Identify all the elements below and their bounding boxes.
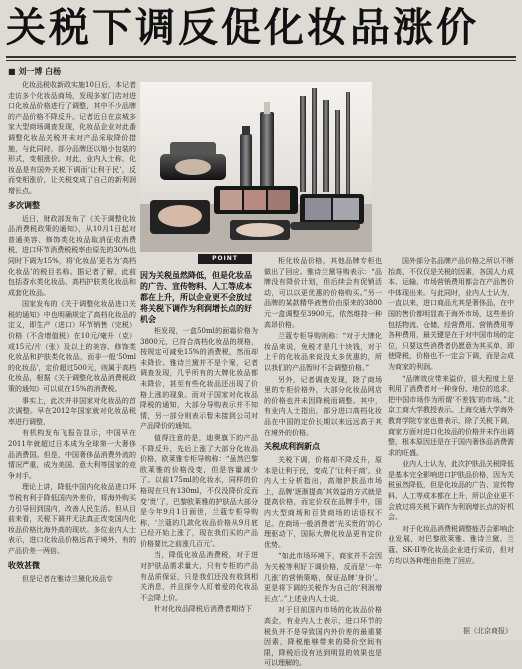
intro-paragraph: 化妆品税收新政实施10日后，本记者走访多个化妆品商场，发现多家门店对进口化妆品价格进行了调整，其中不少品牌的产品价格不降反升。记者近日在京城多家大型商场调查发现，化妆品企业对此番调整化妆品关税并未对产品采取降价措施，与此同时，部分品牌还以缩小包装的形式，变相涨价。对此，业内人士称，化妆品是有国外关税下调而‘让利于民’，反而变相涨价，让关税变成了自己的新利润增长点。	[8, 81, 136, 195]
paragraph: 事实上，此次并非国家对化妆品的首次调整。早在2012年国家就对化妆品税率进行调整，	[8, 396, 136, 426]
paragraph: 国外部分名品牌产品价格之所以不断抬高，不仅仅是关税的因素，各国人力成本、运输、市场营销费用都会在产品售价中体现出来。与此同时，业内人士认为，一直以来，进口商品尤其是奢侈品，在中国的售价都明显高于海外市场，这些差价包括物流、仓储、经营费用、营销费用等各种费用，最关键是在于对中国市场的定位，只要这些消费者仍愿意为其买单，即使降税，价格也不一定会下调，而是会成为商家的利润。	[388, 257, 514, 371]
paragraph: 理论上讲，降低中国内化妆品进口环节税有利于降低国内外差价，将海外购买力引导回到国内，改善人民生活。但从目前来看，关税下调并无法真正改变国内化妆品价格比海外高的现状。多位业内人士表示，进口化妆品价格远高于境外，有的产品价差一两倍。	[8, 483, 136, 555]
paragraph: 关税下调，价格却不降反升，原本是让利于民，变成了‘让利于商’。业内人士分析指出，高端护肤品市场上，品牌‘逐渐提高’其效益的方式就是提高价格，而定价权在品牌手中，国内大型商场和百货商场的话语权不足。在商场一般消费者‘光买贵的’的心理驱动下，国际大牌化妆品更有定价优势。	[264, 456, 382, 549]
paragraph: 但是记者在雅诗兰黛化妆品专	[22, 574, 113, 583]
headline: 关税下调反促化妆品涨价	[6, 5, 479, 51]
paragraph: 当，降低化妆品消费税，对于进对护肤品需求量大，只有专柜的产品有品质保证，只是我们还没有收到相关消息，并且探令人盯着爱的化妆品不会降上价。	[140, 551, 258, 602]
paragraph: 柜化妆品价格，其他品牌专柜也做出了回应。雅诗兰黛导购表示：“品牌没有降价计划，但后续会有促销活动，可以以更优惠的价格购买。”另一品牌的某款精华液售价由原来的3800元一盒调整至3900元，依然维持一种高昂价格。	[264, 257, 382, 329]
paragraph: 柜发现，一盒50ml的面霜价格为3800元，已符合高档化妆品的规格，按规定可减免15%的消费税，然而却未降价。雅诗兰黛并不是个案，记者调查发现，几乎所有的大牌化妆品都未降价，甚至有些化妆品还出现了价格上涨的现象。而对于国家对化妆品降税的通知，大部分导购表示并不知情，另一部分则表示暂未接到公司对产品降价的通知。	[140, 327, 258, 431]
cosmetics-photo	[140, 82, 372, 252]
paragraph: 对于化妆品消费税调整能否会影响企业发展，对巴黎欧莱雅、雅诗兰黛、兰蔻、SK-II等化妆品企业进行采访，但对方均以各种理由拒绝了回应。	[388, 524, 514, 565]
headline-rule-thin	[6, 60, 516, 61]
paragraph: 国家发布的《关于调整化妆品进口关税的通知》中也明确规定了高档化妆品的定义，即生产（进口）环节销售（完税）价格（不含增值税）在10元/毫升（克）或15元/片（张）及以上的美容、修饰类化妆品和护肤类化妆品，而非一般‘50ml的化妆品’，定价超过500元，则属于高档化妆品，根据《关于调整化妆品消费税政策的通知》可以说在15%的消费税。	[8, 300, 136, 394]
paragraph: 针对化妆品降税后消费者期待下	[154, 605, 252, 614]
paragraph: 值得注意的是，迪奥旗下的产品不降反升，先后上涨了大部分化妆品价格，欧莱雅专柜导购称：“虽然巴黎欧莱雅的价格没变，但是容量减少了。以前175ml的化妆水，同样的价格现在只有130ml，不仅没降价反而变‘贵’了，巴黎欧莱雅的护肤品大部分是今年9月1日面世，兰蔻专柜导购称，‘兰蔻的几款化妆品价格从9月底已经开始上涨了，现在我们买的产品价格要比之前涨几百元’。	[140, 433, 258, 548]
point-label: POINT	[198, 254, 252, 264]
pull-quote: 因为关税虽然降低，但是化妆品的广告、宣传物料、人工等成本都在上升，所以企业更不会放过将关税下调作为利润增长点的好机会	[140, 271, 252, 324]
column-1	[8, 80, 136, 635]
column-4	[388, 256, 514, 624]
section-heading-1: 多次调整	[8, 200, 40, 210]
cosmetics-illustration	[140, 82, 372, 252]
byline	[8, 66, 61, 77]
source-credit: 据《北京商报》	[463, 627, 512, 635]
paragraph: “品牌效应带来溢价，很大程度上是利用了消费者对一种身份、地位的追求，把中国市场作为所谓‘不差钱’的市场。”北京工商大学教授表示。上海交通大学海外教育学院专家也曾表示，除了关税下调，商家方面对进口化妆品的价格并未作出调整，根本原因还是在于国内奢侈品消费需求的旺盛。	[388, 374, 514, 457]
paragraph: 业内人士认为，此次护肤品关税降低是基本完全影响进口护肤品价格，因为关税虽然降低，但是化妆品的广告、宣传物料、人工等成本都在上升，所以企业更不会放过将关税下调作为利润增长点的好机会。	[388, 460, 514, 522]
column-2	[140, 326, 258, 636]
section-heading-3: 关税成利润新点	[264, 442, 320, 452]
paragraph: 另外，记者调查发现，除了商场里的专柜价格外，大部分化妆品网店的价格也并未因降税而调整。其中，有业内人士指出，部分进口高档化妆品在中国的定价长期以来远远高于其在境外的价格。	[264, 375, 382, 437]
paragraph: 近日，财政部发布了《关于调整化妆品消费税政策的通知》，从10月1日起对普通美容、修饰类化妆品取消征收消费税，进口环节消费税税率由原先的30%也同时下调为15%，将‘化妆品’更名为‘高档化妆品’的税目名称。据记者了解，此前包括香水类化妆品、高档护肤类化妆品和成套化妆品。	[8, 214, 136, 297]
paragraph: 兰蔻专柜导购则称：“对于大牌化妆品来说，免税才是几十块钱，对于上千的化妆品来说没太多优惠的，所以我们的产品暂时不会调整价格。”	[264, 332, 382, 372]
paragraph: “如此市场环境下，商家并不会因为关税等利好下调价格，反而是‘一年几涨’的营销策略，保证品牌‘身价’。更是将下调的关税作为自己的‘利润增长点’。”上述业内人士说。	[264, 552, 382, 603]
column-3	[264, 256, 382, 668]
byline-text: ■ 刘一博 白杨	[8, 67, 62, 76]
paragraph: 有机构发布飞报告显示，中国早在2011年就超过日本成为全球第一大奢侈品消费国。但是，中国奢侈品消费外流的情况严重，成为美国、意大利等国家的竞争对手。	[8, 429, 136, 480]
paragraph: 对于目前国内市场的化妆品价格高企，有业内人士表示，进口环节的税负并不是导致国内外价差的最重要因素，降税能够带来的降价空间有限，降税后没有达到明显的效果也是可以理解的。	[264, 606, 382, 668]
section-heading-2: 收效甚微	[8, 560, 40, 570]
headline-rule	[6, 56, 516, 58]
